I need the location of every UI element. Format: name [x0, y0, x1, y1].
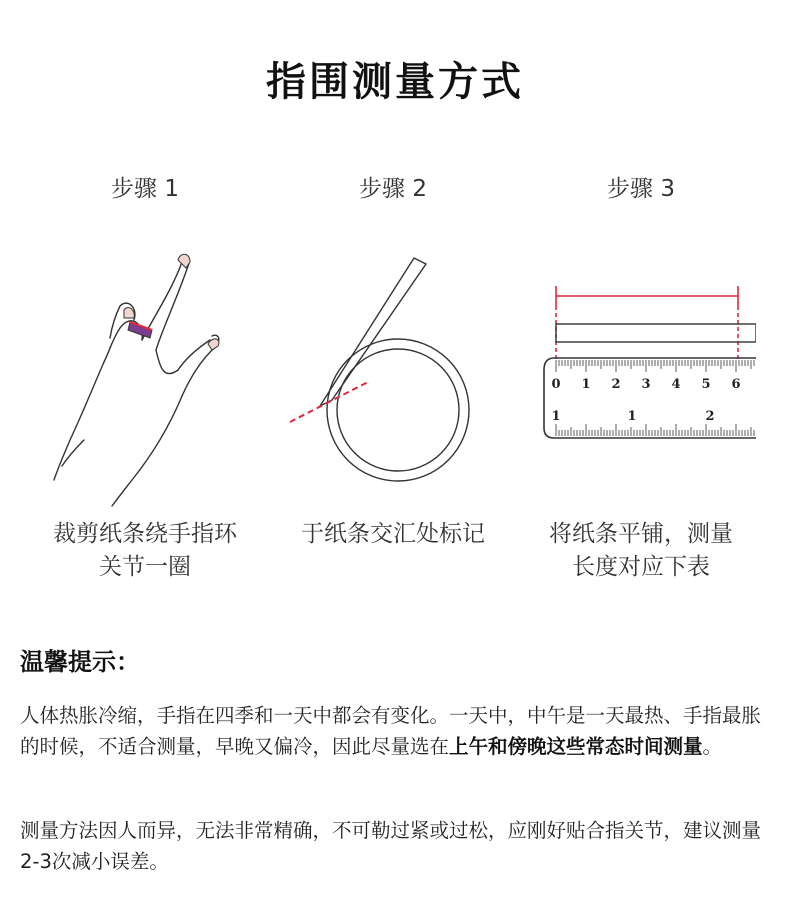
tips-title: 温馨提示： — [20, 648, 140, 676]
page-title: 指围测量方式 — [266, 59, 524, 105]
step-3-label: 步骤 3 — [607, 176, 675, 202]
ruler-top-2: 2 — [611, 377, 621, 392]
step-2-caption — [263, 518, 523, 551]
step-1-caption-line1: 裁剪纸条绕手指环 — [53, 521, 237, 547]
tips-paragraph-1-text: 人体热胀冷缩，手指在四季和一天中都会有变化。一天中，中午是一天最热、手指最胀的时候，不适合测量，早晚又偏冷，因此尽量选在 — [20, 704, 762, 758]
mark-line — [290, 382, 368, 422]
ruler-top-3: 3 — [641, 377, 651, 392]
step-1-caption — [15, 518, 275, 584]
tips-paragraph-1-end: 。 — [702, 735, 723, 758]
ruler-top-5: 5 — [701, 377, 711, 392]
ruler-top-6: 6 — [731, 377, 741, 392]
step-2-caption-line1: 于纸条交汇处标记 — [301, 521, 485, 547]
ruler-top-4: 4 — [671, 377, 681, 392]
tips-paragraph-2: 测量方法因人而异，无法非常精确，不可勒过紧或过松，应刚好贴合指关节，建议测量2-3次减小误差。 — [20, 819, 762, 873]
ring-icon — [128, 322, 152, 338]
ruler-bottom-1: 1 — [627, 409, 637, 424]
ruler-top-0: 0 — [551, 377, 561, 392]
tips-paragraph-1-bold: 上午和傍晚这些常态时间测量 — [449, 735, 703, 758]
step-1-label: 步骤 1 — [111, 176, 179, 202]
ruler-bottom-0: 1 — [551, 409, 561, 424]
ruler-bottom-2: 2 — [705, 409, 715, 424]
ruler-top-1: 1 — [581, 377, 591, 392]
step-3-caption-line2: 长度对应下表 — [572, 554, 710, 580]
step-3-caption-line1: 将纸条平铺，测量 — [549, 521, 733, 547]
step-2-label: 步骤 2 — [359, 176, 427, 202]
tips-paragraph-1 — [20, 700, 772, 762]
step-3-caption — [511, 518, 771, 584]
paper-loop-illustration — [280, 250, 490, 490]
ruler-ticks — [556, 360, 754, 436]
step-1-caption-line2: 关节一圈 — [99, 554, 191, 580]
hand-ring-illustration — [40, 240, 250, 510]
ruler-illustration — [540, 280, 756, 442]
